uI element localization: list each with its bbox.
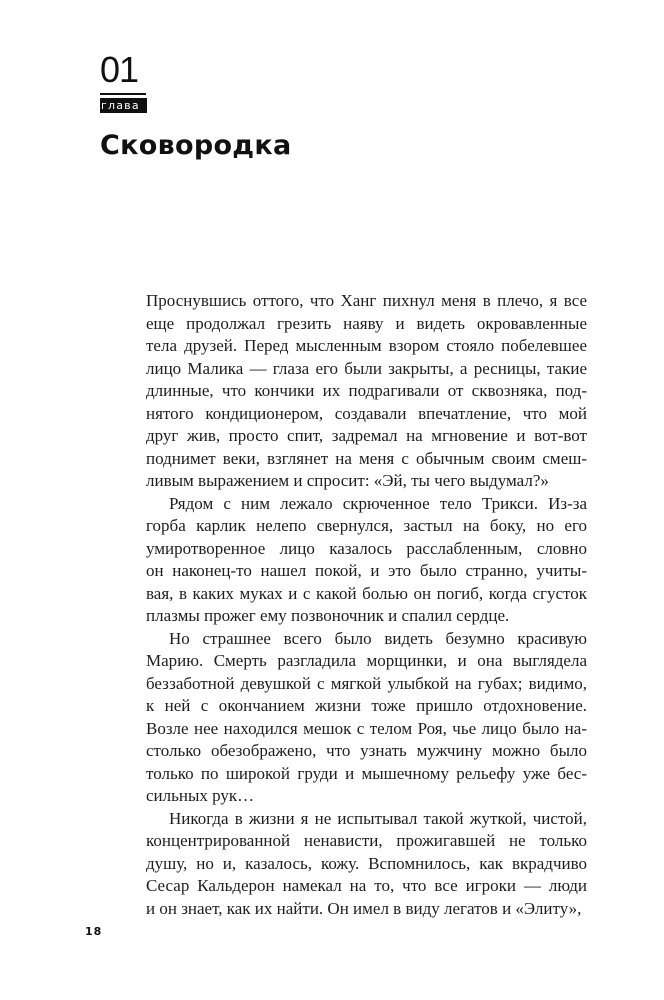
text-line: горба карлик нелепо свернулся, застыл на боку, но его [146, 516, 587, 535]
text-line: друг жив, просто спит, задремал на мгновение и вот-вот [146, 426, 587, 445]
text-line: Проснувшись оттого, что Ханг пихнул меня в плечо, я все [146, 291, 587, 310]
text-line: сильных рук… [146, 786, 255, 805]
text-line: длинные, что кончики их подрагивали от сквозняка, под- [146, 381, 587, 400]
text-line: вая, в каких муках и с какой болью он погиб, когда сгусток [146, 583, 587, 603]
text-line: еще продолжал грезить наяву и видеть окровавленные [146, 313, 587, 333]
text-line: Никогда в жизни я не испытывал такой жуткой, чистой, [169, 808, 587, 828]
text-line: ливым выражением и спросит: «Эй, ты чего выдумал?» [146, 471, 549, 490]
chapter-rule-divider [100, 93, 146, 95]
text-line: плазмы прожег ему позвоночник и спалил сердце. [146, 606, 510, 625]
text-line: душу, но и, казалось, кожу. Вспомнилось, как вкрадчиво [146, 853, 587, 873]
text-line: Возле нее находился мешок с телом Роя, чье лицо было на- [146, 718, 587, 738]
text-line: нятого кондиционером, создавали впечатление, что мой [146, 403, 587, 423]
text-line: он наконец-то нашел покой, и это было странно, учиты- [146, 561, 587, 580]
text-line: столько обезображено, что узнать мужчину можно было [146, 741, 587, 760]
paragraph [146, 290, 587, 493]
text-line: только по широкой груди и мышечному рельефу уже бес- [146, 763, 587, 783]
text-line: умиротворенное лицо казалось расслабленным, словно [146, 538, 587, 558]
text-line: тела друзей. Перед мысленным взором стояло побелевшее [146, 336, 587, 355]
paragraph [146, 628, 587, 808]
body-text [146, 290, 587, 920]
text-line: поднимет веки, взглянет на меня с обычным своим смеш- [146, 448, 587, 468]
paragraph [146, 808, 587, 921]
paragraph [146, 493, 587, 628]
text-line: лицо Малика — глаза его были закрыты, а ресницы, такие [146, 358, 587, 378]
text-line: и он знает, как их найти. Он имел в виду легатов и «Элиту», [146, 898, 582, 918]
chapter-label: глава [100, 98, 147, 113]
text-line: к ней с окончанием жизни тоже пришло отдохновение. [146, 696, 587, 715]
text-line: Но страшнее всего было видеть безумно красивую [169, 628, 587, 648]
text-line: Рядом с ним лежало скрюченное тело Трикси. Из-за [169, 493, 587, 513]
text-line: Марию. Смерть разгладила морщинки, и она выглядела [146, 651, 587, 670]
text-line: беззаботной девушкой с мягкой улыбкой на губах; видимо, [146, 673, 587, 693]
text-line: концентрированной ненависти, прожигавшей не только [146, 831, 587, 850]
chapter-number: 01 [100, 49, 139, 90]
text-line: Сесар Кальдерон намекал на то, что все игроки — люди [146, 876, 587, 895]
page-number: 18 [85, 925, 103, 938]
chapter-title: Сковородка [100, 130, 292, 161]
